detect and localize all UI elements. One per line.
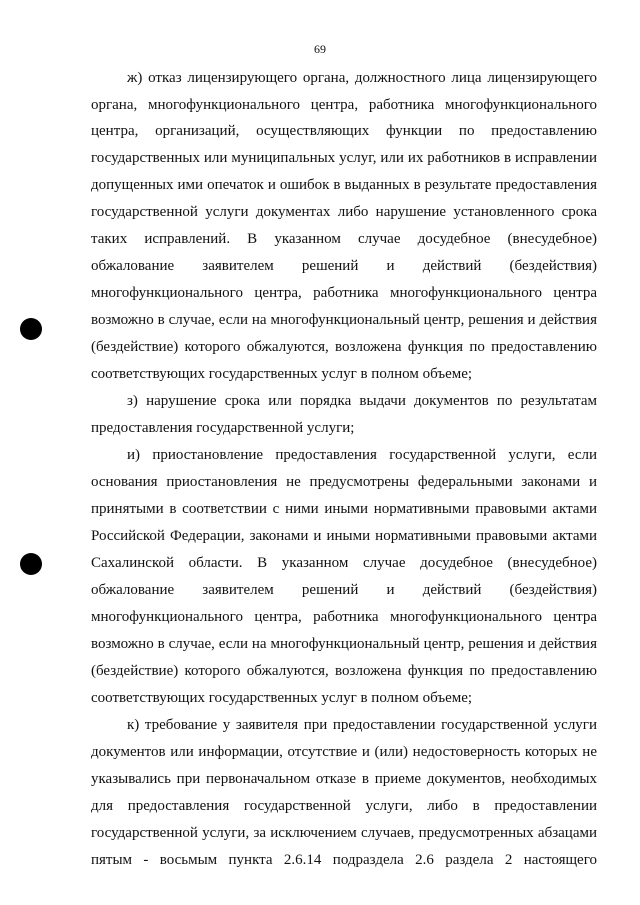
- paragraph-z-line-2: предоставления государственной услуги;: [91, 420, 355, 436]
- paragraph-i-line-7: многофункционального центра, работника многофункционального центра: [91, 609, 597, 625]
- paragraph-zh-line-5: допущенных ими опечаток и ошибок в выданных в результате предоставления: [91, 177, 597, 193]
- page-number: 69: [314, 42, 326, 56]
- paragraph-i-line-10: соответствующих государственных услуг в полном объеме;: [91, 690, 473, 706]
- paragraph-zh-line-2: органа, многофункционального центра, работника многофункционального: [91, 97, 597, 113]
- paragraph-i-line-9: (бездействие) которого обжалуются, возложена функция по предоставлению: [91, 663, 597, 679]
- paragraph-i-line-1: и) приостановление предоставления государственной услуги, если: [127, 447, 597, 463]
- paragraph-zh-line-4: государственных или муниципальных услуг, или их работников в исправлении: [91, 150, 597, 166]
- paragraph-k-line-5: государственной услуги, за исключением случаев, предусмотренных абзацами: [91, 825, 597, 841]
- punch-hole-mark: [20, 553, 42, 575]
- paragraph-k-line-2: документов или информации, отсутствие и (или) недостоверность которых не: [91, 744, 597, 760]
- paragraph-zh-line-7: таких исправлений. В указанном случае досудебное (внесудебное): [91, 231, 597, 247]
- paragraph-i-line-3: принятыми в соответствии с ними иными нормативными правовыми актами: [91, 501, 597, 517]
- paragraph-k-line-4: для предоставления государственной услуги, либо в предоставлении: [91, 798, 597, 814]
- punch-hole-mark: [20, 318, 42, 340]
- paragraph-zh-line-3: центра, организаций, осуществляющих функции по предоставлению: [91, 123, 597, 139]
- paragraph-k-line-3: указывались при первоначальном отказе в приеме документов, необходимых: [91, 771, 597, 787]
- paragraph-zh-line-6: государственной услуги документах либо нарушение установленного срока: [91, 204, 597, 220]
- paragraph-zh-line-10: возможно в случае, если на многофункциональный центр, решения и действия: [91, 312, 597, 328]
- paragraph-zh-line-11: (бездействие) которого обжалуются, возложена функция по предоставлению: [91, 339, 597, 355]
- paragraph-zh-line-9: многофункционального центра, работника многофункционального центра: [91, 285, 597, 301]
- paragraph-z-line-1: з) нарушение срока или порядка выдачи документов по результатам: [127, 393, 597, 409]
- paragraph-zh-line-12: соответствующих государственных услуг в полном объеме;: [91, 366, 473, 382]
- paragraph-i-line-5: Сахалинской области. В указанном случае досудебное (внесудебное): [91, 555, 597, 571]
- paragraph-i-line-8: возможно в случае, если на многофункциональный центр, решения и действия: [91, 636, 597, 652]
- paragraph-zh-line-1: ж) отказ лицензирующего органа, должностного лица лицензирующего: [127, 70, 597, 86]
- paragraph-k-line-1: к) требование у заявителя при предоставлении государственной услуги: [127, 717, 597, 733]
- paragraph-i-line-6: обжалование заявителем решений и действий (бездействия): [91, 582, 597, 598]
- paragraph-i-line-2: основания приостановления не предусмотрены федеральными законами и: [91, 474, 597, 490]
- paragraph-k-line-6: пятым - восьмым пункта 2.6.14 подраздела 2.6 раздела 2 настоящего: [91, 852, 597, 868]
- paragraph-zh-line-8: обжалование заявителем решений и действий (бездействия): [91, 258, 597, 274]
- paragraph-i-line-4: Российской Федерации, законами и иными нормативными правовыми актами: [91, 528, 597, 544]
